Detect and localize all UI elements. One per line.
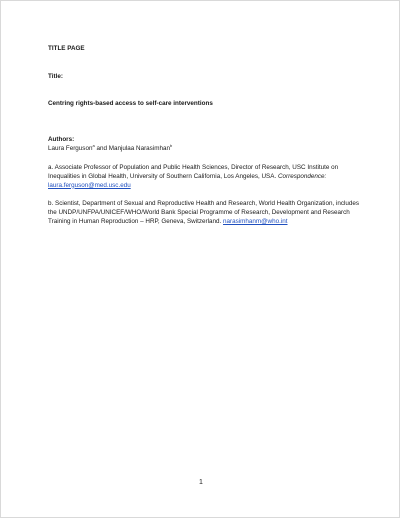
affiliation-b (48, 200, 360, 226)
affiliation-b-text: b. Scientist, Department of Sexual and Reproductive Health and Research, World Health Organization, includes the UNDP/UNFPA/UNICEF/WHO/World Bank Special Programme of Research, Development and Research Training in Human Reproduction – HRP, Geneva, Switzerland. (48, 200, 360, 225)
author-2: Manjulaa Narasimhan (108, 145, 170, 153)
page-content (48, 45, 360, 227)
author-1-superscript: a (92, 143, 95, 149)
email-link-narasimhan[interactable]: narasimhanm@who.int (223, 217, 288, 225)
authors-connector: and (94, 145, 109, 153)
authors-line (48, 145, 360, 154)
title-label: Title: (48, 72, 63, 80)
article-title: Centring rights-based access to self-care interventions (48, 99, 213, 107)
affiliation-a-text: a. Associate Professor of Population and Public Health Sciences, Director of Research, USC Institute on Inequalities in Global Health, University of Southern California, Los Angeles, USA. (48, 163, 339, 180)
author-1: Laura Ferguson (48, 145, 93, 153)
page-number: 1 (199, 479, 203, 486)
author-2-superscript: b (169, 143, 173, 149)
title-page-heading: TITLE PAGE (48, 45, 85, 52)
affiliation-a (48, 164, 360, 190)
authors-label: Authors: (48, 136, 75, 144)
email-link-ferguson[interactable]: laura.ferguson@med.usc.edu (48, 181, 131, 189)
correspondence-label: Correspondence: (277, 172, 327, 180)
